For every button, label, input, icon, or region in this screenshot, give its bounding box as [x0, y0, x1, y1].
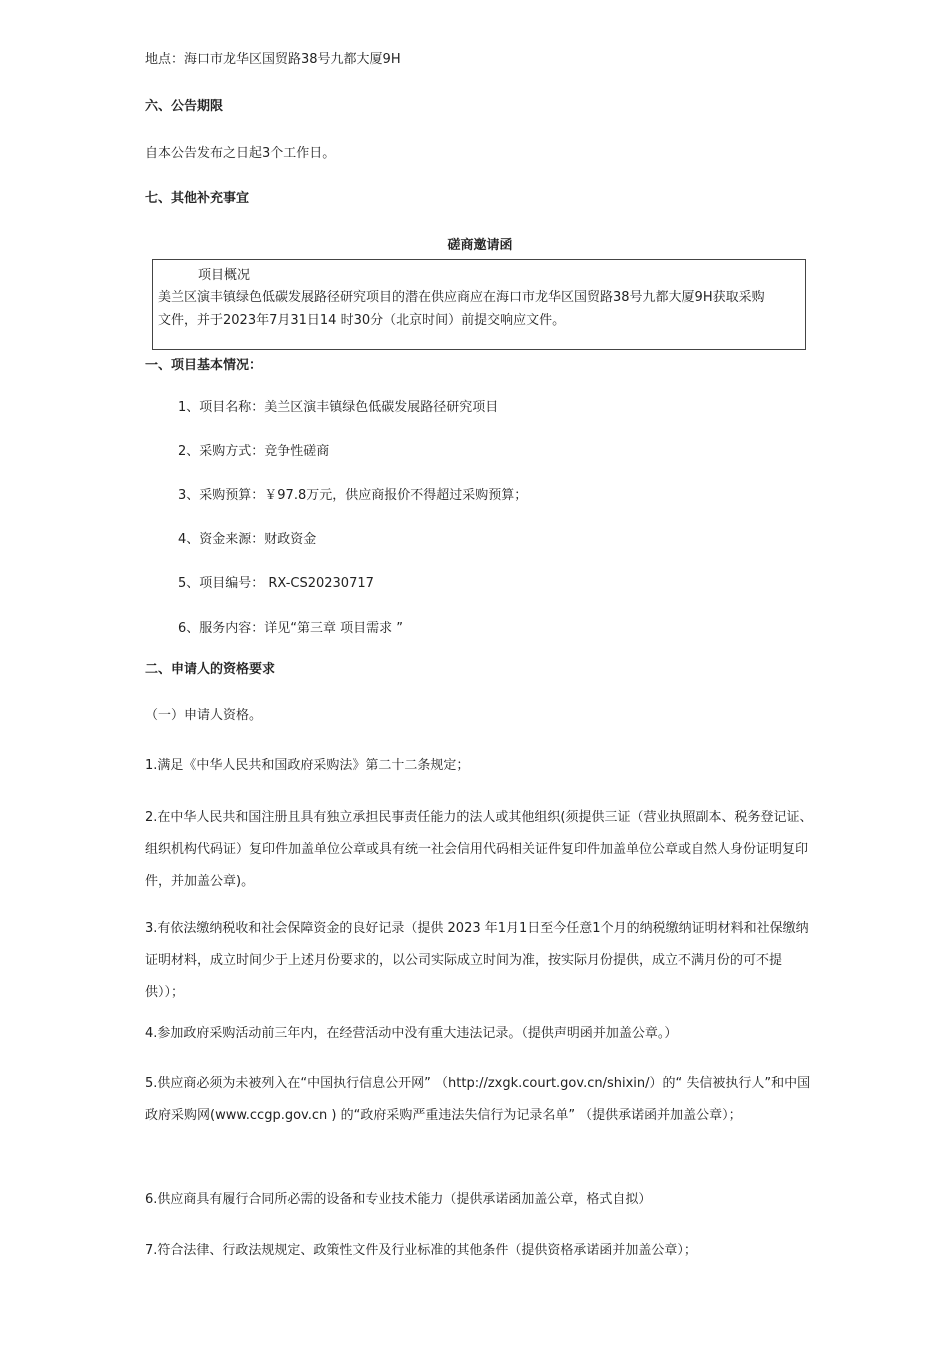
basic-info-heading: 一、项目基本情况：: [145, 358, 263, 373]
invitation-title: 磋商邀请函: [447, 238, 513, 253]
qualification-item: 6.供应商具有履行合同所必需的设备和专业技术能力（提供承诺函加盖公章，格式自拟）: [145, 1192, 652, 1207]
project-overview-box: [152, 259, 806, 350]
section7-heading: 七、其他补充事宜: [145, 191, 250, 206]
basic-item-budget: 3、采购预算：￥97.8万元，供应商报价不得超过采购预算；: [178, 488, 528, 503]
location-text: 地点：海口市龙华区国贸路38号九都大厦9H: [145, 52, 401, 67]
qualification-heading: 二、申请人的资格要求: [145, 662, 276, 677]
overview-line-1: 美兰区演丰镇绿色低碳发展路径研究项目的潜在供应商应在海口市龙华区国贸路38号九都大厦9H获取采购: [158, 290, 765, 305]
section6-heading: 六、公告期限: [145, 99, 224, 114]
qualification-item: 3.有依法缴纳税收和社会保障资金的良好记录（提供 2023 年1月1日至今任意1个月的纳税缴纳证明材料和社保缴纳证明材料，成立时间少于上述月份要求的，以公司实际成立时间为准，按实际月份提供，成立不满月份的可不提供））；: [145, 921, 809, 1000]
basic-item-content: 6、服务内容：详见“第三章 项目需求 ”: [178, 621, 404, 636]
basic-item-funding: 4、资金来源：财政资金: [178, 532, 317, 547]
qualification-item: 1.满足《中华人民共和国政府采购法》第二十二条规定；: [145, 758, 470, 773]
qualification-item: 5.供应商必须为未被列入在“中国执行信息公开网” （http://zxgk.court.gov.cn/shixin/）的“ 失信被执行人”和中国政府采购网(www.ccgp.gov.cn ) 的“政府采购严重违法失信行为记录名单” （提供承诺函并加盖公章）；: [145, 1076, 811, 1123]
basic-item-number: 5、项目编号： RX-CS20230717: [178, 576, 374, 591]
qualification-subheading: （一）申请人资格。: [145, 708, 263, 723]
qualification-item: 7.符合法律、行政法规规定、政策性文件及行业标准的其他条件（提供资格承诺函并加盖公章）；: [145, 1243, 697, 1258]
overview-line-2: 文件，并于2023年7月31日14 时30分（北京时间）前提交响应文件。: [158, 313, 566, 328]
basic-item-method: 2、采购方式：竞争性磋商: [178, 444, 330, 459]
overview-label: 项目概况: [198, 268, 251, 283]
basic-item-name: 1、项目名称：美兰区演丰镇绿色低碳发展路径研究项目: [178, 400, 499, 415]
section6-text: 自本公告发布之日起3个工作日。: [145, 146, 336, 161]
qualification-item: 2.在中华人民共和国注册且具有独立承担民事责任能力的法人或其他组织(须提供三证（营业执照副本、税务登记证、组织机构代码证）复印件加盖单位公章或具有统一社会信用代码相关证件复印件加盖单位公章或自然人身份证明复印件，并加盖公章)。: [145, 810, 813, 889]
qualification-item: 4.参加政府采购活动前三年内，在经营活动中没有重大违法记录。（提供声明函并加盖公章。）: [145, 1026, 678, 1041]
